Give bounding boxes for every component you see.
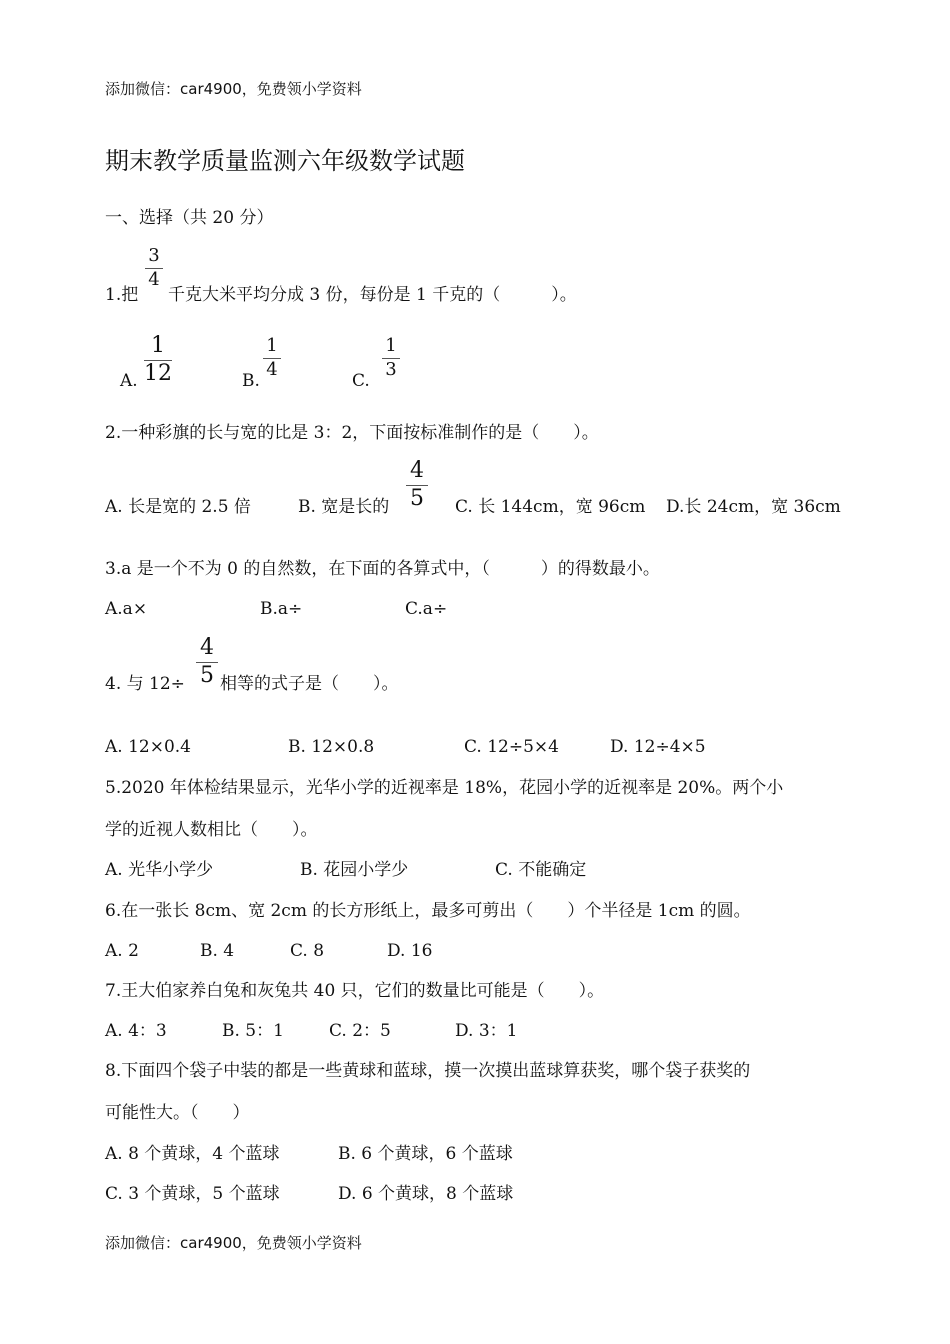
q1-a-num: 1 bbox=[151, 333, 165, 358]
q2-text: 2.一种彩旗的长与宽的比是 3：2，下面按标准制作的是（ ）。 bbox=[105, 423, 599, 443]
q7-text: 7.王大伯家养白兔和灰兔共 40 只，它们的数量比可能是（ ）。 bbox=[105, 981, 605, 1001]
q6-text: 6.在一张长 8cm、宽 2cm 的长方形纸上，最多可剪出（ ）个半径是 1cm 的圆。 bbox=[105, 901, 751, 921]
q8-option-c: C. 3 个黄球，5 个蓝球 bbox=[105, 1184, 280, 1204]
footer-note: 添加微信：car4900，免费领小学资料 bbox=[105, 1234, 362, 1252]
q4-frac-den: 5 bbox=[200, 663, 214, 688]
q2-option-d: D.长 24cm，宽 36cm bbox=[666, 497, 841, 517]
q1-option-a-label: A. bbox=[120, 371, 138, 391]
q8-option-d: D. 6 个黄球，8 个蓝球 bbox=[338, 1184, 514, 1204]
q3-option-b: B.a÷ bbox=[260, 599, 303, 619]
q7-option-b: B. 5：1 bbox=[222, 1021, 284, 1041]
q8-option-b: B. 6 个黄球，6 个蓝球 bbox=[338, 1144, 513, 1164]
q7-option-a: A. 4：3 bbox=[105, 1021, 167, 1041]
q1-option-c-label: C. bbox=[352, 371, 370, 391]
q1-c-num: 1 bbox=[385, 335, 397, 356]
q1-a-den: 12 bbox=[144, 361, 172, 386]
q8-option-a: A. 8 个黄球，4 个蓝球 bbox=[105, 1144, 280, 1164]
q4-option-d: D. 12÷4×5 bbox=[610, 737, 706, 757]
q6-option-c: C. 8 bbox=[290, 941, 325, 961]
section-heading: 一、选择（共 20 分） bbox=[105, 208, 274, 228]
q6-option-d: D. 16 bbox=[387, 941, 433, 961]
q3-option-a: A.a× bbox=[105, 599, 148, 619]
q7-option-c: C. 2：5 bbox=[329, 1021, 391, 1041]
q1-option-c-fraction bbox=[382, 336, 400, 380]
q5-text-line2: 学的近视人数相比（ ）。 bbox=[105, 820, 318, 840]
q1-fraction bbox=[145, 246, 163, 290]
q1-frac-den: 4 bbox=[148, 269, 160, 290]
q1-option-b-label: B. bbox=[242, 371, 260, 391]
q1-c-den: 3 bbox=[385, 359, 397, 380]
q1-option-b-fraction bbox=[263, 336, 281, 380]
q4-option-a: A. 12×0.4 bbox=[105, 737, 191, 757]
q4-text: 相等的式子是（ ）。 bbox=[220, 674, 399, 694]
q2-option-a: A. 长是宽的 2.5 倍 bbox=[105, 497, 251, 517]
q4-option-b: B. 12×0.8 bbox=[288, 737, 375, 757]
q1-option-a-fraction bbox=[144, 334, 172, 386]
q4-option-c: C. 12÷5×4 bbox=[464, 737, 559, 757]
q5-text-line1: 5.2020 年体检结果显示，光华小学的近视率是 18%，花园小学的近视率是 20%。两个小 bbox=[105, 778, 784, 798]
page-title: 期末教学质量监测六年级数学试题 bbox=[105, 147, 465, 175]
q1-prefix: 1.把 bbox=[105, 285, 139, 305]
q1-b-num: 1 bbox=[266, 335, 278, 356]
q2-b-den: 5 bbox=[410, 486, 424, 511]
q2-b-num: 4 bbox=[410, 458, 424, 483]
q8-text-line2: 可能性大。（ ） bbox=[105, 1103, 250, 1123]
q5-option-b: B. 花园小学少 bbox=[300, 860, 409, 880]
q1-text: 千克大米平均分成 3 份，每份是 1 千克的（ ）。 bbox=[168, 285, 577, 305]
q7-option-d: D. 3：1 bbox=[455, 1021, 518, 1041]
q1-frac-num: 3 bbox=[148, 245, 160, 266]
q5-option-a: A. 光华小学少 bbox=[105, 860, 214, 880]
q6-option-a: A. 2 bbox=[105, 941, 139, 961]
q3-option-c: C.a÷ bbox=[405, 599, 448, 619]
q2-option-b: B. 宽是长的 bbox=[298, 497, 390, 517]
q2-option-c: C. 长 144cm，宽 96cm bbox=[455, 497, 646, 517]
q6-option-b: B. 4 bbox=[200, 941, 235, 961]
q3-text: 3.a 是一个不为 0 的自然数，在下面的各算式中，（ ）的得数最小。 bbox=[105, 559, 660, 579]
header-note: 添加微信：car4900，免费领小学资料 bbox=[105, 80, 362, 98]
q4-frac-num: 4 bbox=[200, 635, 214, 660]
q1-b-den: 4 bbox=[266, 359, 278, 380]
q4-fraction bbox=[196, 636, 218, 688]
q8-text-line1: 8.下面四个袋子中装的都是一些黄球和蓝球，摸一次摸出蓝球算获奖，哪个袋子获奖的 bbox=[105, 1061, 751, 1081]
q2-option-b-fraction bbox=[406, 459, 428, 511]
q5-option-c: C. 不能确定 bbox=[495, 860, 587, 880]
q4-prefix: 4. 与 12÷ bbox=[105, 674, 185, 694]
